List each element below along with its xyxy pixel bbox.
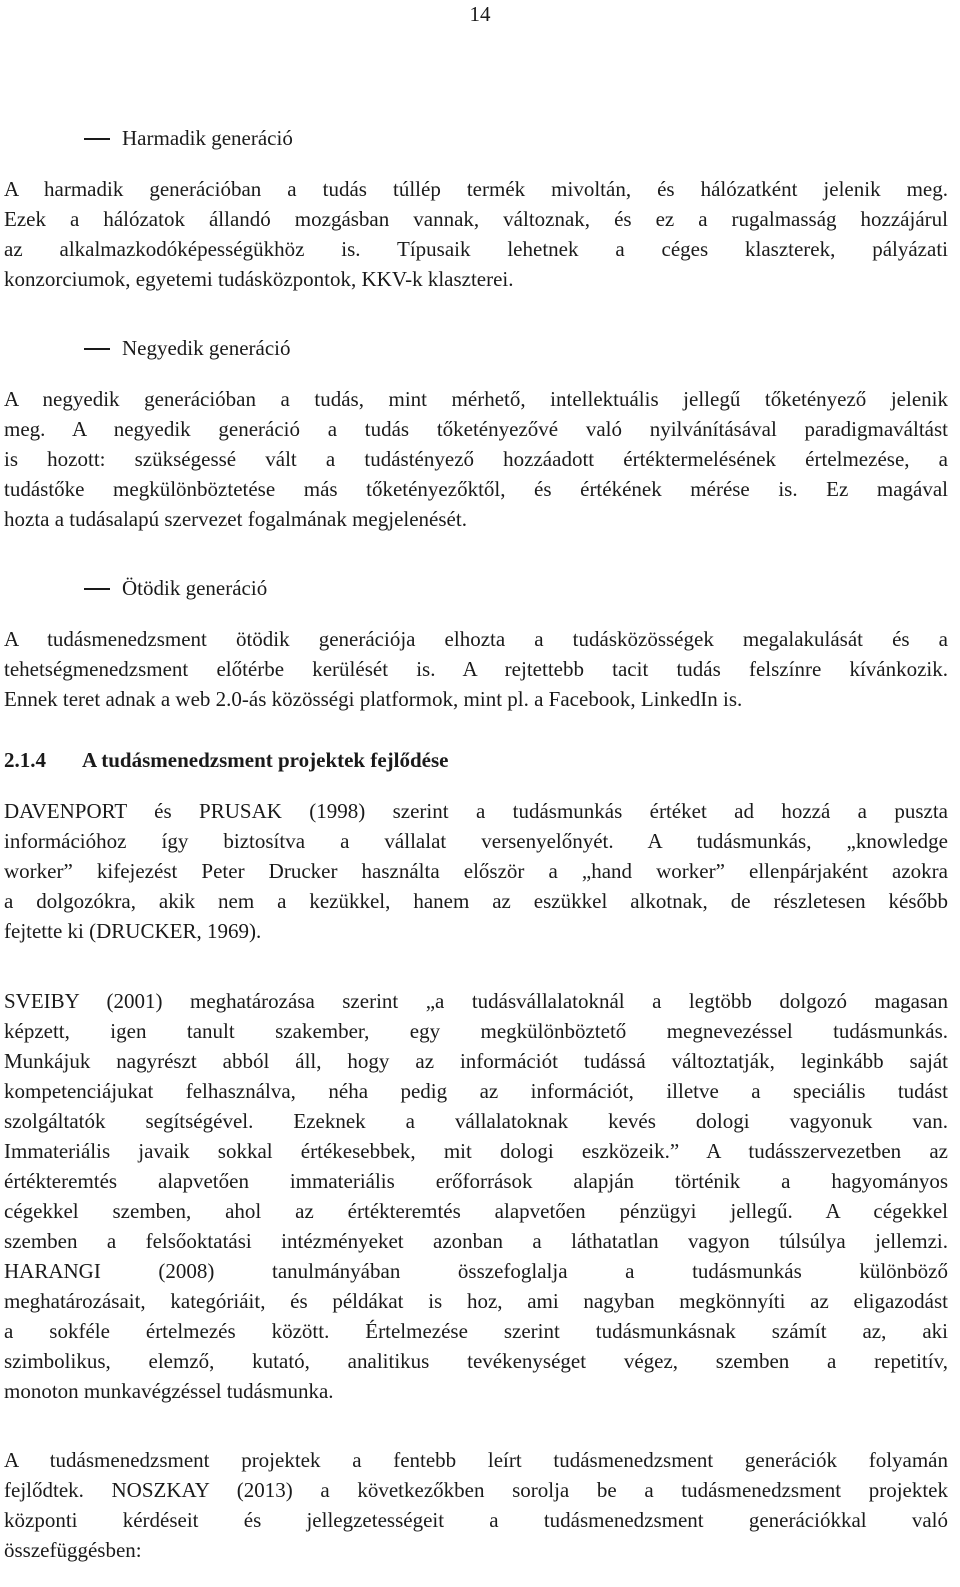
text-line: Ennek teret adnak a web 2.0-ás közösségi platformok, mint pl. a Facebook, LinkedIn is. xyxy=(4,687,743,711)
paragraph-negyedik xyxy=(4,384,948,534)
text-line: meghatározásait, kategóriáit, és példákat is hoz, ami nagyban megkönnyíti az eligazodást xyxy=(4,1289,948,1313)
section-number: 2.1.4 xyxy=(4,748,46,772)
text-line: fejlődtek. NOSZKAY (2013) a következőkben sorolja be a tudásmenedzsment projektek xyxy=(4,1478,948,1502)
text-line: DAVENPORT és PRUSAK (1998) szerint a tudásmunkás értéket ad hozzá a puszta xyxy=(4,799,948,823)
text-line: SVEIBY (2001) meghatározása szerint „a tudásvállalatoknál a legtöbb dolgozó magasan xyxy=(4,989,948,1013)
heading-otodik-generacio xyxy=(84,576,267,600)
dash-bullet xyxy=(84,138,110,140)
text-line: A harmadik generációban a tudás túllép termék mivoltán, és hálózatként jelenik meg. xyxy=(4,177,948,201)
paragraph-otodik xyxy=(4,624,948,714)
paragraph-projektek xyxy=(4,1445,948,1565)
heading-negyedik-generacio xyxy=(84,336,291,360)
text-line: összefüggésben: xyxy=(4,1538,142,1562)
text-line: az alkalmazkodóképességükhöz is. Típusaik lehetnek a céges klaszterek, pályázati xyxy=(4,237,948,261)
text-line: értékteremtés alapvetően immateriális erőforrások alapján történik a hagyományos xyxy=(4,1169,948,1193)
text-line: képzett, igen tanult szakember, egy megkülönböztető megnevezéssel tudásmunkás. xyxy=(4,1019,948,1043)
text-line: HARANGI (2008) tanulmányában összefoglalja a tudásmunkás különböző xyxy=(4,1259,948,1283)
heading-harmadik-generacio xyxy=(84,126,293,150)
text-line: hozta a tudásalapú szervezet fogalmának megjelenését. xyxy=(4,507,467,531)
section-title: A tudásmenedzsment projektek fejlődése xyxy=(82,748,449,772)
text-line: Immateriális javaik sokkal értékesebbek, mit dologi eszközeik.” A tudásszervezetben az xyxy=(4,1139,948,1163)
text-line: szemben a felsőoktatási intézményeket azonban a láthatatlan vagyon túlsúlya jellemzi. xyxy=(4,1229,948,1253)
text-line: A negyedik generációban a tudás, mint mérhető, intellektuális jellegű tőketényező jelenik xyxy=(4,387,948,411)
text-line: Munkájuk nagyrészt abból áll, hogy az információt tudássá változtatják, leginkább saját xyxy=(4,1049,948,1073)
text-line: fejtette ki (DRUCKER, 1969). xyxy=(4,919,262,943)
text-line: a sokféle értelmezés között. Értelmezése szerint tudásmunkásnak számít az, aki xyxy=(4,1319,948,1343)
dash-bullet xyxy=(84,588,110,590)
heading-text: Harmadik generáció xyxy=(122,126,293,150)
text-line: szimbolikus, elemző, kutató, analitikus tevékenységet végez, szemben a repetitív, xyxy=(4,1349,948,1373)
text-line: worker” kifejezést Peter Drucker használta először a „hand worker” ellenpárjaként azokra xyxy=(4,859,948,883)
paragraph-harmadik xyxy=(4,174,948,294)
paragraph-sveiby xyxy=(4,986,948,1406)
text-line: monoton munkavégzéssel tudásmunka. xyxy=(4,1379,334,1403)
text-line: cégekkel szemben, ahol az értékteremtés alapvetően pénzügyi jellegű. A cégekkel xyxy=(4,1199,948,1223)
heading-text: Negyedik generáció xyxy=(122,336,291,360)
text-line: információhoz így biztosítva a vállalat versenyelőnyét. A tudásmunkás, „knowledge xyxy=(4,829,948,853)
text-line: is hozott: szükségessé vált a tudástényező hozzáadott értéktermelésének értelmezése, a xyxy=(4,447,948,471)
text-line: meg. A negyedik generáció a tudás tőketényezővé való nyilvánításával paradigmaváltást xyxy=(4,417,948,441)
text-line: tehetségmenedzsment előtérbe kerülését is. A rejtettebb tacit tudás felszínre kívánkozik. xyxy=(4,657,948,681)
heading-text: Ötödik generáció xyxy=(122,576,268,600)
section-heading-2-1-4 xyxy=(4,748,449,772)
text-line: tudástőke megkülönböztetése más tőketényezőktől, és értékének mérése is. Ez magával xyxy=(4,477,948,501)
paragraph-davenport xyxy=(4,796,948,946)
text-line: a dolgozókra, akik nem a kezükkel, hanem az eszükkel alkotnak, de részletesen később xyxy=(4,889,948,913)
text-line: Ezek a hálózatok állandó mozgásban vannak, változnak, és ez a rugalmasság hozzájárul xyxy=(4,207,948,231)
text-line: kompetenciájukat felhasználva, néha pedig az információt, illetve a speciális tudást xyxy=(4,1079,948,1103)
text-line: A tudásmenedzsment projektek a fentebb leírt tudásmenedzsment generációk folyamán xyxy=(4,1448,948,1472)
text-line: A tudásmenedzsment ötödik generációja elhozta a tudásközösségek megalakulását és a xyxy=(4,627,948,651)
page-number: 14 xyxy=(469,2,491,26)
text-line: szolgáltatók segítségével. Ezeknek a vállalatoknak kevés dologi vagyonuk van. xyxy=(4,1109,948,1133)
text-line: konzorciumok, egyetemi tudásközpontok, KKV-k klaszterei. xyxy=(4,267,514,291)
dash-bullet xyxy=(84,348,110,350)
text-line: központi kérdéseit és jellegzetességeit a tudásmenedzsment generációkkal való xyxy=(4,1508,948,1532)
